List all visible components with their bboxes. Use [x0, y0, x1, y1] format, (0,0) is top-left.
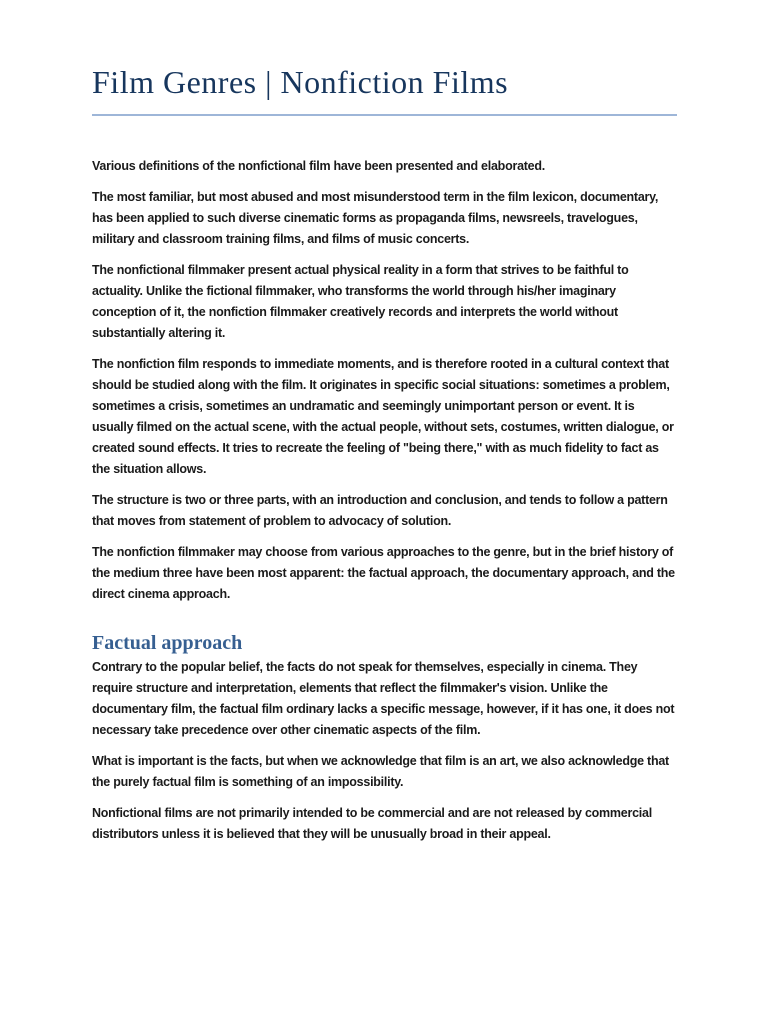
paragraph: What is important is the facts, but when we acknowledge that film is an art, we also acknowledge that the purely factual film is something of an impossibility. [92, 754, 669, 789]
paragraph: The nonfictional filmmaker present actual physical reality in a form that strives to be faithful to actuality. Unlike the fictional filmmaker, who transforms the world through his/her imaginary conception of it, the nonfiction filmmaker creatively records and interprets the world without substantially altering it. [92, 263, 629, 340]
paragraph: Various definitions of the nonfictional film have been presented and elaborated. [92, 159, 545, 173]
paragraph: The structure is two or three parts, with an introduction and conclusion, and tends to follow a pattern that moves from statement of problem to advocacy of solution. [92, 493, 668, 528]
paragraph: Nonfictional films are not primarily intended to be commercial and are not released by commercial distributors unless it is believed that they will be unusually broad in their appeal. [92, 806, 652, 841]
section-heading-factual-approach: Factual approach [92, 632, 243, 654]
document-title: Film Genres | Nonfiction Films [92, 62, 677, 116]
paragraph: The nonfiction film responds to immediate moments, and is therefore rooted in a cultural context that should be studied along with the film. It originates in specific social situations: sometimes a problem, sometimes a crisis, sometimes an undramatic and seemingly unimportant person or event. It is usually filmed on the actual scene, with the actual people, without sets, costumes, written dialogue, or created sound effects. It tries to recreate the feeling of "being there," with as much fidelity to fact as the situation allows. [92, 357, 674, 476]
paragraph: The most familiar, but most abused and most misunderstood term in the film lexicon, documentary, has been applied to such diverse cinematic forms as propaganda films, newsreels, travelogues, military and classroom training films, and films of music concerts. [92, 190, 659, 246]
paragraph: Contrary to the popular belief, the facts do not speak for themselves, especially in cinema. They require structure and interpretation, elements that reflect the filmmaker's vision. Unlike the documentary film, the factual film ordinary lacks a specific message, however, if it has one, it does not necessary take precedence over other cinematic aspects of the film. [92, 660, 675, 737]
paragraph: The nonfiction filmmaker may choose from various approaches to the genre, but in the brief history of the medium three have been most apparent: the factual approach, the documentary approach, and the direct cinema approach. [92, 545, 675, 601]
document-body [92, 156, 677, 845]
